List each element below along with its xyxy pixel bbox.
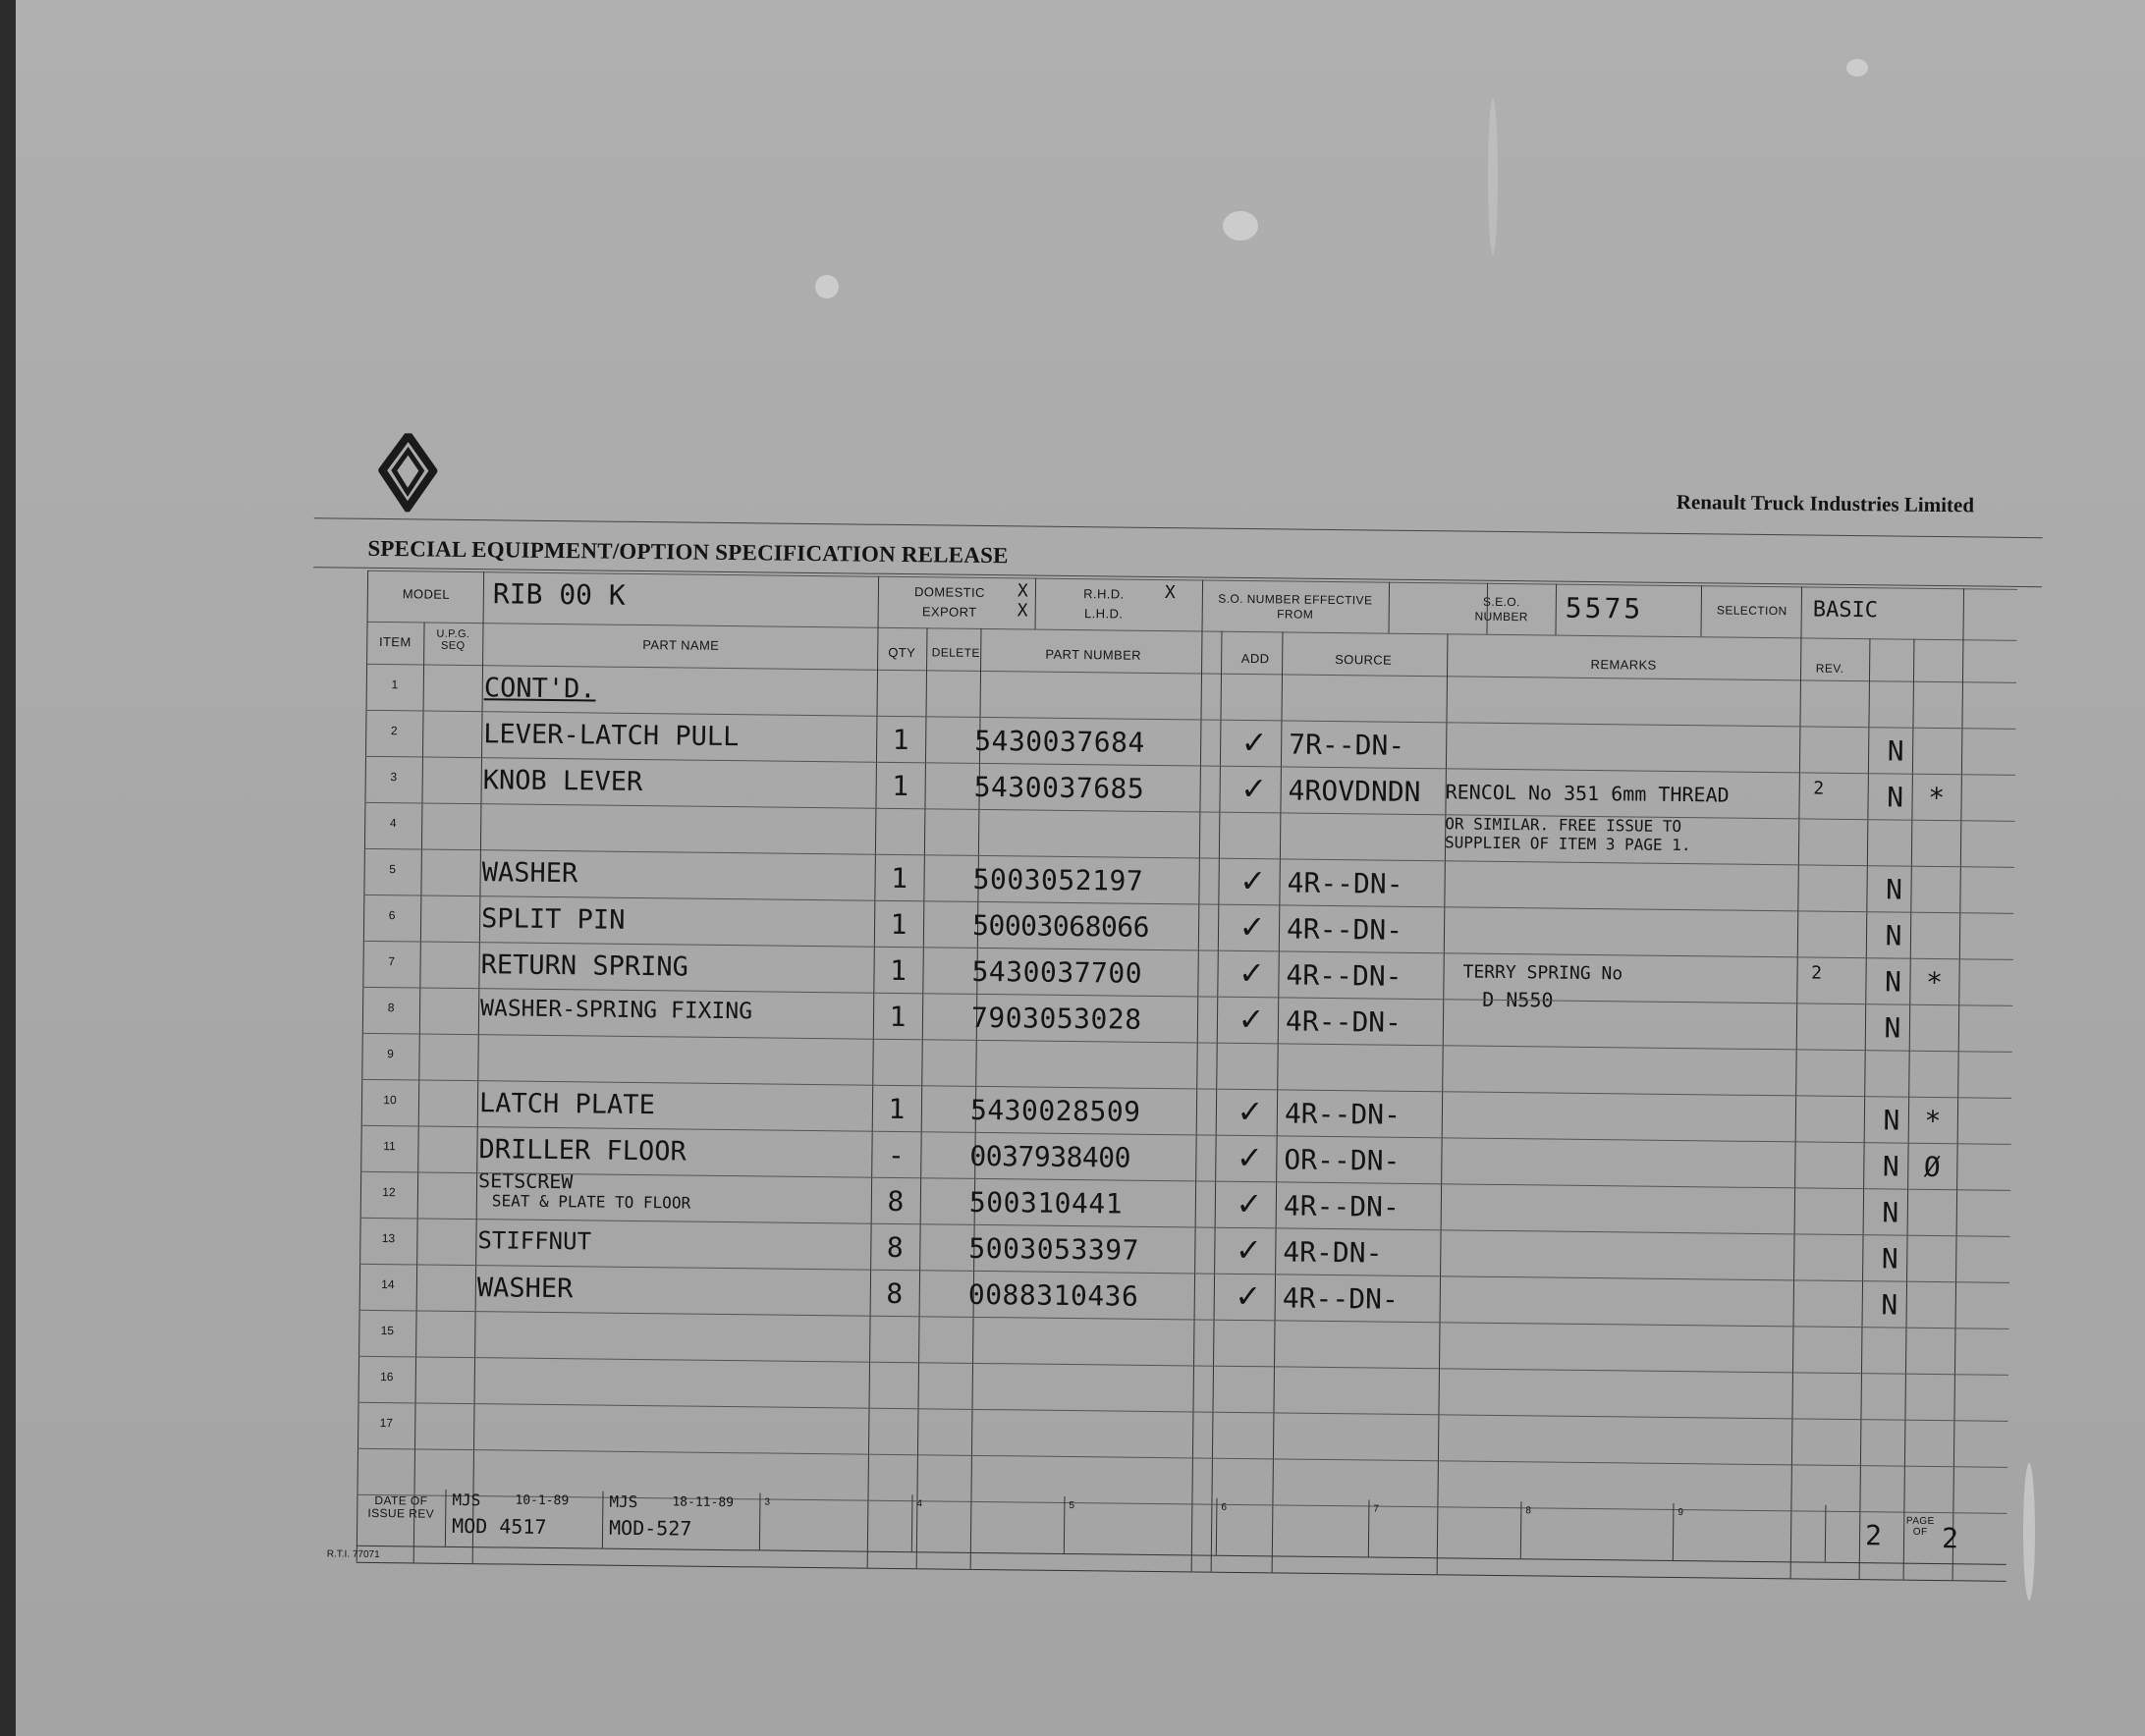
remarks: OR SIMILAR. FREE ISSUE TO SUPPLIER OF ITEM 3 PAGE 1. [1444, 814, 1691, 855]
add-check: ✓ [1235, 1277, 1262, 1315]
change-marker: * [1924, 1104, 1942, 1138]
item-number: 14 [381, 1277, 395, 1292]
slot-number: 7 [1373, 1503, 1379, 1515]
so-number-label: S.O. NUMBER EFFECTIVE FROM [1218, 591, 1373, 622]
slot-number: 8 [1525, 1505, 1531, 1517]
change-marker: Ø [1923, 1150, 1941, 1184]
company-name: Renault Truck Industries Limited [1676, 489, 1975, 517]
part-name: SPLIT PIN [480, 903, 626, 936]
issue-slot [1673, 1503, 1827, 1562]
status-code: N [1881, 1242, 1898, 1275]
source: 4R--DN- [1285, 1004, 1402, 1039]
item-number: 15 [380, 1324, 395, 1338]
source: 4R-DN- [1283, 1235, 1383, 1270]
add-check: ✓ [1237, 1093, 1264, 1130]
status-code: N [1885, 919, 1902, 952]
item-number: 5 [389, 862, 397, 877]
add-check: ✓ [1238, 1001, 1265, 1038]
part-number: 50003068066 [971, 908, 1150, 944]
part-number: 0037938400 [969, 1139, 1131, 1174]
col-add: ADD [1240, 650, 1270, 667]
part-name: WASHER-SPRING FIXING [479, 996, 753, 1025]
item-number: 17 [379, 1416, 394, 1431]
issue-date: 10-1-89 [515, 1492, 570, 1509]
part-number: 5430037685 [973, 770, 1145, 805]
part-number: 7903053028 [970, 1001, 1142, 1036]
issue-date: 18-11-89 [672, 1494, 735, 1511]
part-name: KNOB LEVER [482, 765, 643, 798]
issue-label: DATE OF ISSUE REV [367, 1492, 435, 1521]
slot-number: 3 [764, 1496, 771, 1508]
selection-label: SELECTION [1716, 603, 1788, 619]
add-check: ✓ [1240, 724, 1268, 761]
col-source: SOURCE [1335, 652, 1393, 668]
item-number: 3 [390, 770, 398, 785]
issue-slot [1520, 1501, 1675, 1560]
status-code: N [1882, 1150, 1899, 1183]
form-title: SPECIAL EQUIPMENT/OPTION SPECIFICATION RELEASE [367, 535, 1009, 569]
form-code: R.T.I. 77071 [326, 1548, 380, 1561]
status-code: N [1882, 1196, 1899, 1229]
item-number: 16 [380, 1370, 394, 1384]
part-number: 5430037684 [974, 724, 1145, 759]
part-name-detail: SEAT & PLATE TO FLOOR [491, 1191, 691, 1213]
export-mark: X [1017, 600, 1028, 622]
status-code: N [1884, 965, 1902, 999]
add-check: ✓ [1238, 954, 1266, 992]
quantity: 1 [892, 723, 909, 757]
table-vrule [1035, 578, 1037, 629]
item-number: 13 [381, 1231, 396, 1246]
source: 4R--DN- [1282, 1281, 1399, 1316]
col-part-name: PART NAME [642, 637, 720, 653]
add-check: ✓ [1236, 1185, 1263, 1222]
col-qty: QTY [888, 644, 916, 661]
scan-speck [1223, 211, 1258, 241]
quantity: 1 [890, 907, 908, 942]
scan-border [0, 0, 16, 1736]
item-number: 7 [388, 954, 396, 969]
status-code: N [1881, 1288, 1898, 1322]
part-number: 5003053397 [968, 1231, 1140, 1267]
quantity: 1 [889, 953, 908, 988]
issue-slot [1216, 1498, 1370, 1557]
quantity: 8 [887, 1184, 905, 1219]
header-rule [314, 517, 2043, 538]
status-code: N [1886, 781, 1904, 814]
item-number: 1 [391, 678, 399, 692]
change-marker: * [1927, 781, 1946, 815]
part-number: 0088310436 [967, 1277, 1139, 1313]
item-number: 10 [383, 1093, 397, 1108]
part-number: 5430028509 [969, 1093, 1141, 1128]
quantity: 8 [886, 1230, 904, 1265]
scan-speck [1846, 59, 1868, 77]
item-number: 9 [387, 1047, 394, 1061]
table-vrule [1388, 582, 1390, 633]
part-name: SETSCREW [477, 1168, 574, 1194]
remarks: D N550 [1482, 987, 1554, 1012]
source: 4R--DN- [1286, 912, 1403, 947]
revision: 2 [1811, 962, 1823, 984]
part-name: CONT'D. [483, 673, 596, 705]
part-name: LEVER-LATCH PULL [483, 719, 740, 753]
selection-value: BASIC [1812, 597, 1879, 624]
col-rev: REV. [1815, 661, 1844, 676]
part-number: 5430037700 [971, 954, 1143, 990]
add-check: ✓ [1240, 770, 1268, 807]
part-name: WASHER [476, 1273, 574, 1305]
issue-mod: MOD-527 [608, 1515, 692, 1541]
status-code: N [1883, 1104, 1900, 1137]
export-label: EXPORT [921, 604, 977, 620]
quantity: 1 [889, 1000, 907, 1034]
quantity: 8 [886, 1276, 904, 1311]
source: 4R--DN- [1286, 958, 1402, 993]
issue-slot [1368, 1499, 1522, 1558]
slot-number: 4 [916, 1498, 923, 1510]
part-name: STIFFNUT [477, 1226, 592, 1256]
slot-number: 9 [1678, 1507, 1683, 1519]
quantity: - [887, 1138, 906, 1172]
col-remarks: REMARKS [1590, 656, 1657, 673]
add-check: ✓ [1236, 1139, 1264, 1176]
slot-number: 5 [1069, 1500, 1075, 1512]
quantity: 1 [890, 861, 908, 895]
part-name: LATCH PLATE [478, 1088, 655, 1121]
item-number: 4 [389, 816, 397, 831]
issue-slot [1064, 1496, 1218, 1555]
source: 4R--DN- [1284, 1097, 1402, 1131]
remarks: TERRY SPRING No [1462, 961, 1623, 985]
issue-slot [911, 1494, 1066, 1553]
rhd-label: R.H.D. [1083, 586, 1125, 602]
remarks: RENCOL No 351 6mm THREAD [1445, 780, 1730, 807]
lhd-label: L.H.D. [1083, 606, 1124, 622]
source: 7R--DN- [1289, 728, 1405, 762]
page-label: PAGE OF [1905, 1515, 1935, 1538]
status-code: N [1885, 873, 1903, 906]
item-number: 8 [387, 1001, 395, 1015]
scan-speck [815, 275, 839, 298]
status-code: N [1884, 1011, 1901, 1045]
part-name: WASHER [481, 857, 578, 890]
domestic-mark: X [1017, 580, 1028, 602]
part-name: DRILLER FLOOR [478, 1134, 687, 1167]
model-label: MODEL [402, 586, 451, 602]
quantity: 1 [888, 1092, 906, 1126]
col-upg-seq: U.P.G. SEQ [436, 627, 470, 652]
part-name: RETURN SPRING [480, 949, 689, 983]
seo-number-label: S.E.O. NUMBER [1474, 594, 1528, 624]
issue-mod: MOD 4517 [451, 1513, 547, 1539]
add-check: ✓ [1235, 1231, 1262, 1269]
status-code: N [1887, 734, 1904, 768]
specification-form [283, 489, 2053, 1596]
slot-number: 6 [1221, 1501, 1227, 1513]
page-current: 2 [1864, 1519, 1883, 1552]
rhd-mark: X [1164, 582, 1176, 604]
source: 4ROVDNDN [1288, 774, 1421, 809]
quantity: 1 [892, 769, 909, 803]
item-number: 6 [388, 908, 396, 923]
model-value: RIB 00 K [492, 577, 626, 612]
revision: 2 [1813, 778, 1825, 799]
scan-speck [1488, 98, 1498, 255]
domestic-label: DOMESTIC [913, 584, 985, 600]
parts-table [357, 570, 2017, 1581]
issue-slot [759, 1492, 913, 1551]
source: 4R--DN- [1287, 866, 1403, 900]
row-rule [357, 1562, 2007, 1582]
change-marker: * [1925, 965, 1944, 1000]
issue-initials: MJS [609, 1492, 638, 1512]
source: 4R--DN- [1283, 1189, 1401, 1223]
add-check: ✓ [1239, 862, 1267, 899]
add-check: ✓ [1238, 908, 1266, 946]
item-number: 12 [382, 1185, 396, 1200]
renault-diamond-logo [378, 433, 438, 513]
col-part-number: PART NUMBER [1045, 646, 1142, 663]
part-number: 5003052197 [972, 862, 1144, 897]
item-number: 11 [383, 1139, 396, 1154]
page-box [1825, 1505, 2008, 1564]
page-total: 2 [1941, 1522, 1959, 1555]
issue-slot-1 [445, 1490, 604, 1548]
seo-number-value: 5575 [1565, 591, 1644, 625]
col-delete: DELETE [931, 645, 980, 660]
col-item: ITEM [378, 633, 412, 650]
table-vrule [1555, 584, 1557, 635]
issue-initials: MJS [452, 1490, 481, 1510]
issue-slot-2 [602, 1492, 761, 1550]
item-number: 2 [390, 724, 398, 738]
source: OR--DN- [1284, 1143, 1401, 1177]
part-number: 500310441 [968, 1185, 1124, 1221]
